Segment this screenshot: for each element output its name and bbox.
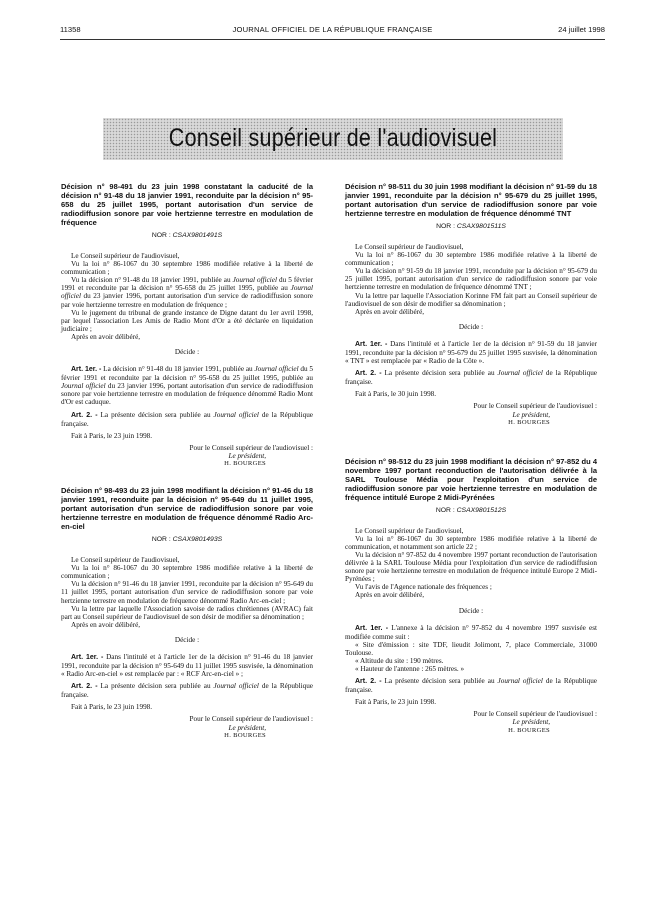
deliberation-line: Après en avoir délibéré,: [355, 307, 425, 316]
article-label: Art. 2. -: [71, 683, 98, 691]
signature-intro: Pour le Conseil supérieur de l'audiovisuel :: [189, 715, 313, 724]
text-run: de la République française.: [345, 677, 597, 695]
visa-paragraph: Vu l'avis de l'Agence nationale des fréquences ;: [355, 583, 492, 592]
nor-label: NOR :: [435, 506, 455, 514]
text-run: La présente décision sera publiée au: [381, 677, 498, 686]
visa-paragraph: Vu la lettre par laquelle l'Association savoise de radios chrétiennes (AVRAC) fait part au Conseil supérieur de l'audiovisuel de son désir de modifier sa dénomination ;: [61, 604, 313, 621]
article-label: Art. 2. -: [355, 370, 382, 378]
nor-reference: [345, 223, 597, 230]
text-run: du 23 janvier 1996, portant autorisation d'un service de radiodiffusion sonore par voie hertzienne terrestre en modulation de fréquence ;: [61, 292, 313, 309]
signature-role: Le président,: [228, 723, 266, 732]
nor-label: NOR :: [436, 223, 455, 230]
right-column: [345, 182, 597, 735]
visa-paragraph: Vu la loi n° 86-1067 du 30 septembre 1986 modifiée relative à la liberté de communication ;: [61, 564, 313, 581]
nor-code: CSAX9801511S: [456, 223, 506, 230]
text-run: du 5 février 1991 et reconduite par la décision n° 95-658 du 25 juillet 1995, publiée au: [61, 276, 313, 293]
article-1: [345, 624, 597, 641]
article-label: Art. 2. -: [71, 411, 98, 419]
text-run: La décision n° 91-48 du 18 janvier 1991, publiée au: [101, 365, 255, 374]
article-1: [61, 365, 313, 406]
text-run: L'annexe à la décision n° 97-852 du 4 novembre 1997 susvisée est modifiée comme suit :: [345, 623, 597, 641]
preamble-line: Le Conseil supérieur de l'audiovisuel,: [71, 252, 180, 260]
decide-heading: Décide :: [174, 635, 200, 644]
issue-date: 24 juillet 1998: [558, 25, 605, 34]
decision-98-511: [345, 182, 597, 427]
visa-paragraph: Vu la loi n° 86-1067 du 30 septembre 1986 modifiée relative à la liberté de communication ;: [345, 251, 597, 268]
signature-role: Le président,: [512, 718, 550, 727]
decision-98-493: [61, 486, 313, 740]
text-run: Dans l'intitulé et à l'article 1er de la décision n° 91-46 du 18 janvier 1991, reconduite par la décision n° 95-649 du 11 juillet 1995 susvisée, la dénomination « Radio Arc-en-ciel » est remplacée par : « RCF Arc-en-ciel » ;: [61, 652, 313, 679]
decision-98-491: [61, 182, 313, 468]
visa-paragraph: Vu la décision n° 91-59 du 18 janvier 1991, reconduite par la décision n° 95-679 du 25 juillet 1995, portant autorisation d'un service de radiodiffusion sonore par voie hertzienne terrestre en modulation de fréquence dénommé TNT ;: [345, 267, 597, 292]
decide-heading: Décide :: [174, 348, 200, 357]
signature-name: H. BOURGES: [508, 726, 550, 734]
signature-intro: Pour le Conseil supérieur de l'audiovisuel :: [473, 710, 597, 719]
nor-code: CSAX9801491S: [172, 232, 223, 239]
text-run: du 5 février 1991 et reconduite par la décision n° 95-658 du 25 juillet 1995, publiée au: [61, 365, 313, 383]
text-run: de la République française.: [345, 369, 597, 387]
preamble-line: Le Conseil supérieur de l'audiovisuel,: [355, 526, 464, 535]
journal-reference: Journal officiel: [61, 382, 106, 391]
visa-paragraph: Vu le jugement du tribunal de grande instance de Digne datant du 1er avril 1998, par lequel l'association Les Amis de Radio Mont d'Or a été déclarée en liquidation judiciaire ;: [61, 308, 313, 333]
article-1: [345, 340, 597, 365]
nor-reference: [345, 507, 597, 514]
visa-paragraph: [61, 276, 313, 308]
journal-reference: Journal officiel: [61, 284, 313, 301]
journal-reference: Journal officiel: [497, 369, 543, 378]
section-separator: [345, 427, 597, 457]
visa-paragraph: Vu la lettre par laquelle l'Association Korinne FM fait part au Conseil supérieur de l'audiovisuel de son désir de modifier sa dénomination ;: [345, 291, 597, 308]
annex-item: « Altitude du site : 190 mètres.: [355, 656, 444, 665]
page-number: 11358: [60, 25, 81, 34]
annex-item: « Hauteur de l'antenne : 265 mètres. »: [355, 665, 465, 673]
text-run: La présente décision sera publiée au: [381, 369, 498, 378]
decision-title: Décision n° 98-511 du 30 juin 1998 modifiant la décision n° 91-59 du 18 janvier 1991, reconduite par la décision n° 95-679 du 25 juillet 1995, portant autorisation d'un service de radiodiffusion sonore par voie hertzienne terrestre en modulation de fréquence dénommé TNT: [345, 182, 597, 218]
visa-paragraph: Vu la loi n° 86-1067 du 30 septembre 1986 modifiée relative à la liberté de communication ;: [61, 260, 313, 277]
deliberation-line: Après en avoir délibéré,: [355, 591, 425, 600]
nor-label: NOR :: [151, 536, 171, 544]
nor-code: CSAX9801493S: [172, 536, 223, 544]
done-at-line: Fait à Paris, le 23 juin 1998.: [71, 431, 153, 440]
signature-intro: Pour le Conseil supérieur de l'audiovisuel :: [473, 402, 597, 411]
decision-title: Décision n° 98-491 du 23 juin 1998 constatant la caducité de la décision n° 91-48 du 18 janvier 1991, reconduite par la décision n° 95-658 du 25 juillet 1995, portant autorisation d'un service de radiodiffusion sonore par voie hertzienne terrestre en modulation de fréquence: [61, 182, 313, 227]
text-run: La présente décision sera publiée au: [97, 410, 214, 419]
decision-title: Décision n° 98-493 du 23 juin 1998 modifiant la décision n° 91-46 du 18 janvier 1991, reconduite par la décision n° 95-649 du 11 juillet 1995, portant autorisation d'un service de radiodiffusion sonore par voie hertzienne terrestre en modulation de fréquence dénommé Radio Arc-en-ciel: [61, 486, 313, 532]
nor-code: CSAX9801512S: [456, 506, 507, 514]
signature-intro: Pour le Conseil supérieur de l'audiovisuel :: [189, 443, 313, 452]
journal-reference: Journal officiel: [232, 276, 277, 285]
signature-role: Le président,: [512, 410, 550, 419]
signature-role: Le président,: [228, 451, 266, 460]
article-label: Art. 1er. -: [71, 366, 102, 374]
annex-item: « Site d'émission : site TDF, lieudit Jolimont, 7, place Commerciale, 31000 Toulouse.: [345, 640, 597, 657]
section-separator: [61, 468, 313, 486]
journal-reference: Journal officiel: [213, 682, 259, 691]
left-column: [61, 182, 313, 740]
done-at-line: Fait à Paris, le 30 juin 1998.: [355, 390, 437, 399]
signature-name: H. BOURGES: [224, 731, 266, 739]
preamble-line: Le Conseil supérieur de l'audiovisuel,: [355, 243, 464, 251]
article-1: [61, 653, 313, 678]
article-label: Art. 1er. -: [355, 624, 389, 632]
text-run: La présente décision sera publiée au: [97, 682, 214, 691]
nor-reference: [61, 232, 313, 239]
nor-reference: [61, 536, 313, 543]
article-2: [61, 682, 313, 699]
text-run: de la République française.: [61, 682, 313, 700]
header-rule: [60, 39, 605, 40]
article-2: [61, 411, 313, 428]
text-run: Vu la décision n° 91-48 du 18 janvier 1991, publiée au: [71, 276, 233, 285]
running-header: [60, 25, 605, 37]
decision-98-512: [345, 457, 597, 735]
decision-title: Décision n° 98-512 du 23 juin 1998 modifiant la décision n° 97-852 du 4 novembre 1997 portant reconduction de l'autorisation délivrée à la SARL Toulouse Média pour l'exploitation d'un service de radiodiffusion sonore par voie hertzienne terrestre en modulation de fréquence intitulé Europe 2 Midi-Pyrénées: [345, 456, 597, 502]
journal-reference: Journal officiel: [497, 677, 543, 686]
section-banner: [103, 118, 563, 160]
text-run: du 23 janvier 1996, portant autorisation d'un service de radiodiffusion sonore par voie hertzienne terrestre en modulation de fréquence dénommé Radio Mont d'Or est caduque.: [61, 382, 313, 407]
done-at-line: Fait à Paris, le 23 juin 1998.: [71, 703, 153, 712]
article-label: Art. 1er. -: [355, 340, 388, 348]
text-run: de la République française.: [61, 410, 313, 428]
deliberation-line: Après en avoir délibéré,: [71, 332, 141, 341]
article-label: Art. 1er. -: [71, 653, 104, 661]
visa-paragraph: Vu la loi n° 86-1067 du 30 septembre 1986 modifiée relative à la liberté de communication, et notamment son article 22 ;: [345, 534, 597, 551]
nor-label: NOR :: [151, 232, 171, 239]
article-2: [345, 677, 597, 694]
visa-paragraph: Vu la décision n° 91-46 du 18 janvier 1991, reconduite par la décision n° 95-649 du 11 juillet 1995, portant autorisation d'un service de radiodiffusion sonore par voie hertzienne terrestre en modulation de fréquence dénommé Radio Arc-en-ciel ;: [61, 580, 313, 605]
preamble-line: Le Conseil supérieur de l'audiovisuel,: [71, 556, 180, 565]
deliberation-line: Après en avoir délibéré,: [71, 620, 141, 629]
signature-name: H. BOURGES: [224, 459, 266, 467]
signature-name: H. BOURGES: [508, 418, 550, 426]
journal-reference: Journal officiel: [254, 365, 299, 374]
decide-heading: Décide :: [458, 322, 484, 331]
section-title: Conseil supérieur de l'audiovisuel: [168, 124, 498, 152]
journal-title: JOURNAL OFFICIEL DE LA RÉPUBLIQUE FRANÇAISE: [232, 25, 433, 34]
article-2: [345, 369, 597, 386]
article-label: Art. 2. -: [355, 678, 382, 686]
text-run: Dans l'intitulé et à l'article 1er de la décision n° 91-59 du 18 janvier 1991, reconduite par la décision n° 95-679 du 25 juillet 1995 susvisée, la dénomination « TNT » est remplacée par « Radio de la Côte ».: [345, 339, 597, 366]
journal-reference: Journal officiel: [213, 410, 259, 419]
decide-heading: Décide :: [458, 606, 484, 615]
visa-paragraph: Vu la décision n° 97-852 du 4 novembre 1997 portant reconduction de l'autorisation délivrée à la SARL Toulouse Média pour l'exploitation d'un service de radiodiffusion sonore par voie hertzienne terrestre en modulation de fréquence intitulé Europe 2 Midi-Pyrénées ;: [345, 550, 597, 584]
done-at-line: Fait à Paris, le 23 juin 1998.: [355, 698, 437, 707]
